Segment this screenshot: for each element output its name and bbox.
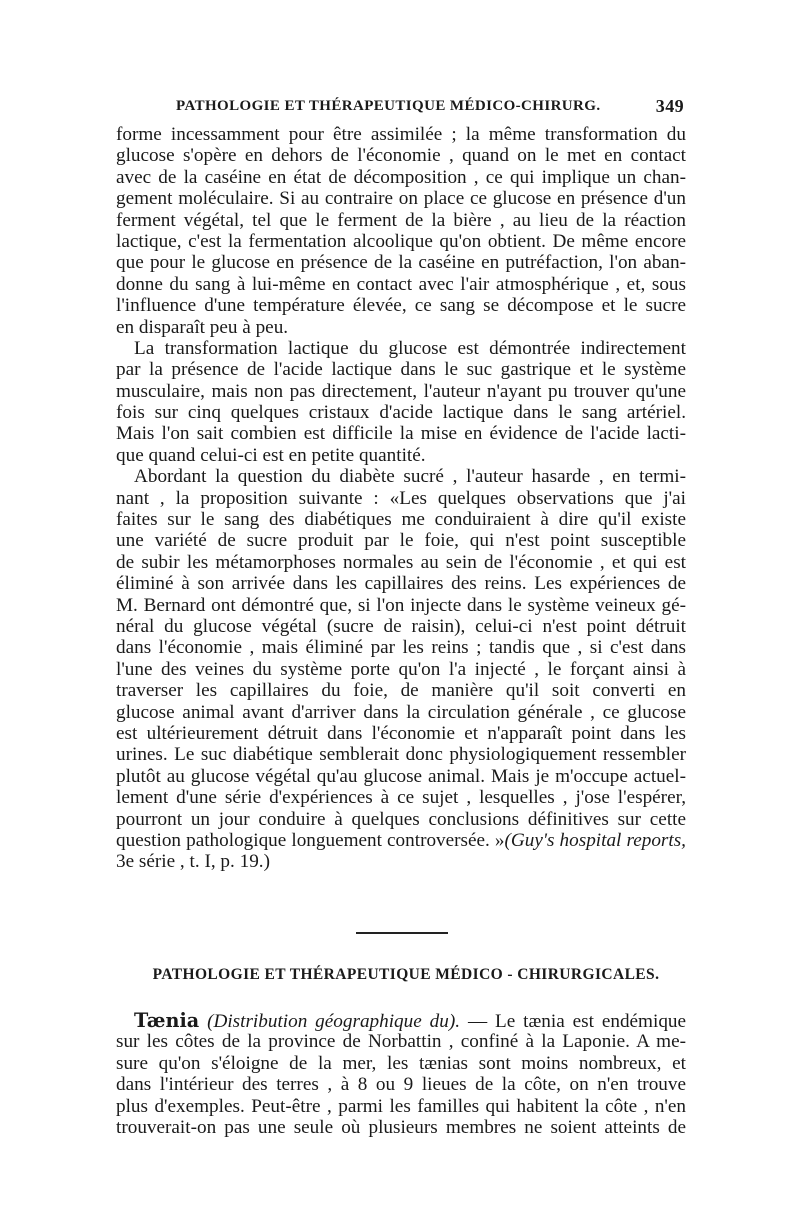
text-line: plus d'exemples. Peut-être , parmi les familles qui habitent la côte , n'en — [116, 1095, 686, 1117]
text-line: traverser les capillaires du foie, de manière qu'il soit converti en — [116, 680, 686, 702]
section-divider — [356, 932, 448, 934]
text-line: de subir les métamorphoses normales au sein de l'économie , et qui est — [116, 551, 686, 573]
text-line: M. Bernard ont démontré que, si l'on injecte dans le système veineux gé- — [116, 594, 686, 616]
running-title: PATHOLOGIE ET THÉRAPEUTIQUE MÉDICO-CHIRURG. — [176, 98, 601, 114]
text-line: urines. Le suc diabétique semblerait donc physiologiquement ressembler — [116, 744, 686, 766]
text-line: ferment végétal, tel que le ferment de la bière , au lieu de la réaction — [116, 209, 686, 231]
text-line: fois sur cinq quelques cristaux d'acide lactique dans le sang artériel. — [116, 402, 686, 424]
text-line: que quand celui-ci est en petite quantité. — [116, 444, 426, 466]
text-line: musculaire, mais non pas directement, l'auteur n'ayant pu trouver qu'une — [116, 380, 686, 402]
article-term: Tænia — [134, 1010, 200, 1032]
text-line: plutôt au glucose végétal qu'au glucose animal. Mais je m'occupe actuel- — [116, 765, 686, 787]
page-number: 349 — [655, 96, 684, 116]
text-line: sur les côtes de la province de Norbattin , confiné à la Laponie. A me- — [116, 1031, 686, 1053]
text-line: par la présence de l'acide lactique dans le suc gastrique et le système — [116, 359, 686, 381]
citation-source: (Guy's hospital reports, — [504, 829, 686, 851]
text-line: éliminé à son arrivée dans les capillaires des reins. Les expériences de — [116, 573, 686, 595]
text-line: dans l'intérieur des terres , à 8 ou 9 lieues de la côte, on n'en trouve — [116, 1074, 686, 1096]
body-text — [116, 124, 686, 873]
article-lead: — Le tænia est endémique — [467, 1011, 686, 1032]
text-line: néral du glucose végétal (sucre de raisin), celui-ci n'est point détruit — [116, 615, 686, 637]
text-line: donne du sang à lui-même en contact avec l'air atmosphérique , et, sous — [116, 273, 686, 295]
text-line: Mais l'on sait combien est difficile la mise en évidence de l'acide lacti- — [116, 423, 686, 445]
text-line: La transformation lactique du glucose est démontrée indirectement — [134, 337, 686, 359]
text-line: lement d'une série d'expériences à ce sujet , lesquelles , j'ose l'espérer, — [116, 787, 686, 809]
text-line: que pour le glucose en présence de la caséine en putréfaction, l'on aban- — [116, 252, 686, 274]
text-line: pourront un jour conduire à quelques conclusions définitives sur cette — [116, 808, 686, 830]
article-first-line — [116, 1010, 686, 1031]
text-line: sure qu'on s'éloigne de la mer, les tænias sont moins nombreux, et — [116, 1052, 686, 1074]
citation-details: 3e série , t. I, p. 19.) — [116, 851, 270, 873]
text-line: trouverait-on pas une seule où plusieurs membres ne soient atteints de — [116, 1116, 686, 1138]
article-taenia — [116, 1010, 686, 1138]
text-line: faites sur le sang des diabétiques me conduiraient à dire qu'il existe — [116, 509, 686, 531]
text-line: forme incessamment pour être assimilée ; la même transformation du — [116, 124, 686, 145]
text-line: nant , la proposition suivante : «Les quelques observations que j'ai — [116, 487, 686, 509]
text-line: l'influence d'une température élevée, ce sang se décompose et le sucre — [116, 295, 686, 317]
article-subtitle: (Distribution géographique du). — [207, 1011, 461, 1032]
text-line: lactique, c'est la fermentation alcoolique qu'on obtient. De même encore — [116, 230, 686, 252]
text-line: avec de la caséine en état de décomposition , ce qui implique un chan- — [116, 166, 686, 188]
text-line: dans l'économie , mais éliminé par les reins ; tandis que , si c'est dans — [116, 637, 686, 659]
text-line: gement moléculaire. Si au contraire on place ce glucose en présence d'un — [116, 188, 686, 210]
text-line — [116, 830, 686, 851]
text-line: glucose animal avant d'arriver dans la circulation générale , ce glucose — [116, 701, 686, 723]
text-line: glucose s'opère en dehors de l'économie , quand on le met en contact — [116, 145, 686, 167]
text-line: est ultérieurement détruit dans l'économie et n'apparaît point dans les — [116, 722, 686, 744]
text-line: en disparaît peu à peu. — [116, 316, 289, 338]
text-line: une variété de sucre produit par le foie, qui n'est point susceptible — [116, 530, 686, 552]
text-line: l'une des veines du système porte qu'on l'a injecté , le forçant ainsi à — [116, 658, 686, 680]
section-heading: PATHOLOGIE ET THÉRAPEUTIQUE MÉDICO - CHIRURGICALES. — [152, 966, 660, 983]
text-line: Abordant la question du diabète sucré , l'auteur hasarde , en termi- — [134, 466, 686, 488]
text-line-content: question pathologique longuement controversée. » — [116, 829, 505, 851]
